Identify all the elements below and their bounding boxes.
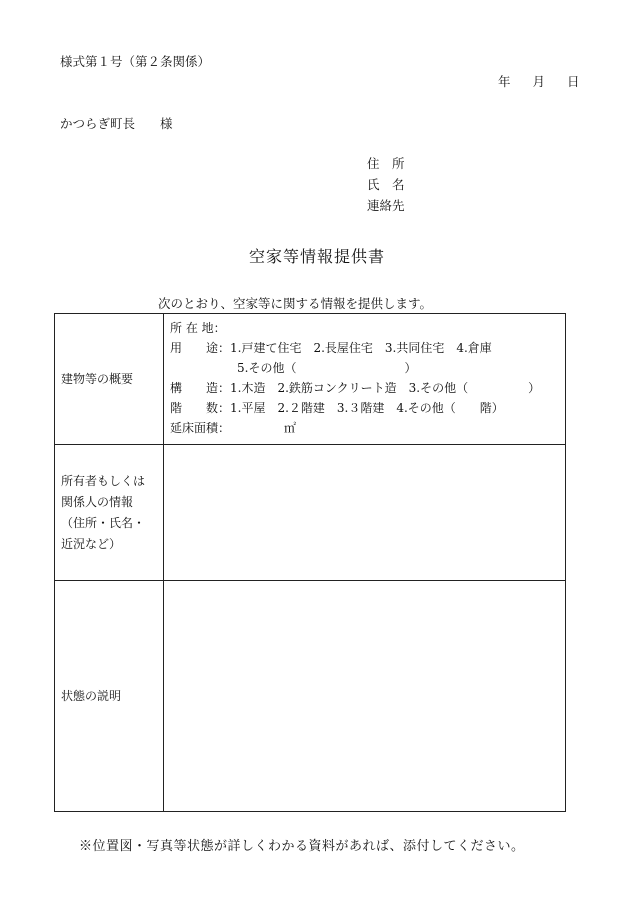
date-line: [498, 72, 579, 90]
owner-info-input[interactable]: [164, 445, 566, 581]
owner-info-label-line: 近況など）: [61, 536, 122, 551]
footer-note: ※位置図・写真等状態が詳しくわかる資料があれば、添付してください。: [79, 839, 525, 854]
use-field-other: 5.その他（ ）: [237, 361, 417, 375]
owner-info-label-line: 所有者もしくは: [61, 473, 146, 488]
form-number: 様式第１号（第２条関係）: [60, 54, 211, 69]
structure-field: 構 造：1.木造 2.鉄筋コンクリート造 3.その他（ ）: [170, 381, 541, 395]
building-overview-cell: [164, 314, 566, 445]
condition-input[interactable]: [164, 581, 566, 812]
page-title: 空家等情報提供書: [249, 247, 386, 266]
owner-info-label: [55, 445, 164, 581]
table-row-owner-info: [55, 445, 566, 581]
date-day: 日: [566, 74, 580, 89]
owner-info-label-line: 関係人の情報: [61, 494, 134, 509]
address-label: 住 所: [367, 156, 405, 171]
condition-label: 状態の説明: [55, 581, 164, 812]
table-row-condition: [55, 581, 566, 812]
building-overview-label: 建物等の概要: [55, 314, 164, 445]
use-field: 用 途：1.戸建て住宅 2.長屋住宅 3.共同住宅 4.倉庫: [170, 341, 492, 355]
name-label: 氏 名: [367, 177, 405, 192]
info-table: [54, 313, 566, 812]
floors-field: 階 数：1.平屋 2.２階建 3.３階建 4.その他（ 階）: [170, 401, 504, 415]
date-month: 月: [532, 74, 545, 89]
location-field: 所 在 地：: [170, 321, 226, 335]
addressee: かつらぎ町長 様: [60, 116, 173, 131]
intro-text: 次のとおり、空家等に関する情報を提供します。: [158, 296, 433, 311]
table-row-building-overview: [55, 314, 566, 445]
date-year: 年: [498, 74, 511, 89]
owner-info-label-line: （住所・氏名・: [61, 515, 146, 530]
contact-label: 連絡先: [367, 198, 405, 213]
floor-area-field: 延床面積： ㎡: [170, 421, 297, 435]
